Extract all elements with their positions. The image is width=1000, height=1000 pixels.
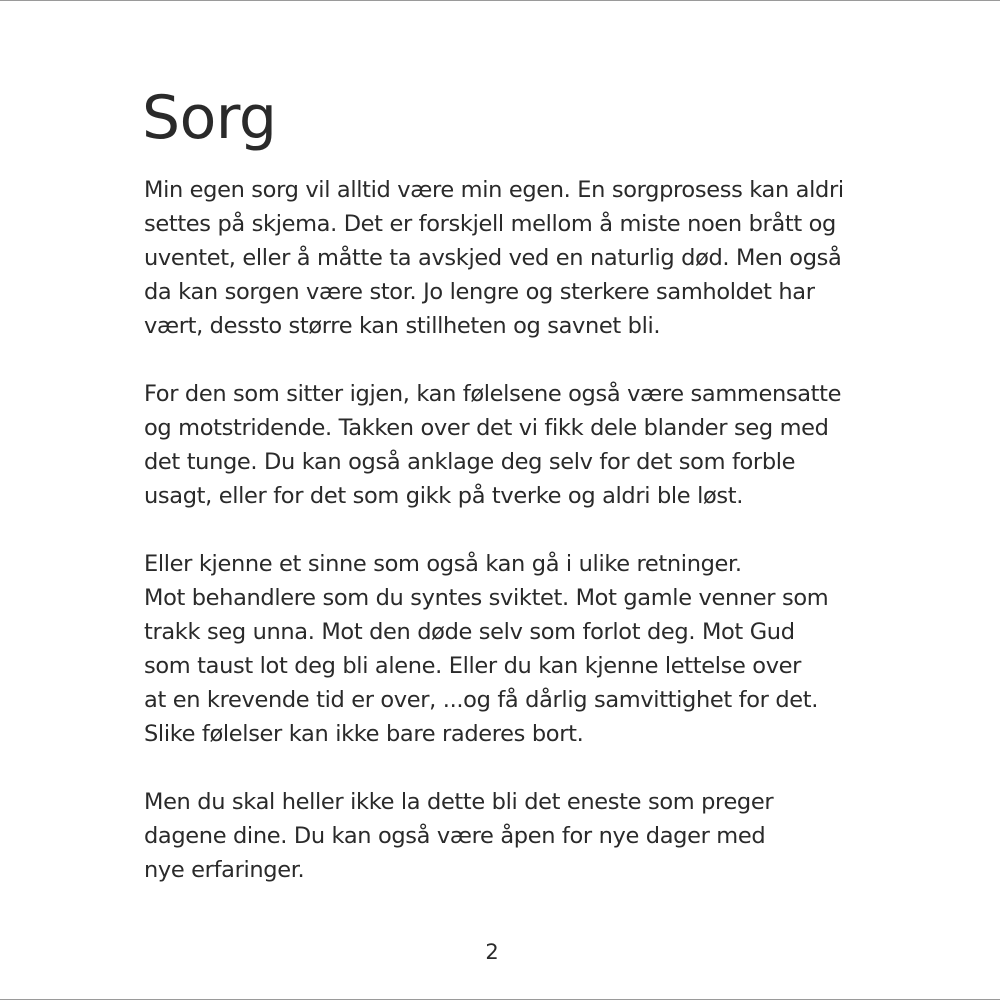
- text-line: Min egen sorg vil alltid være min egen. En sorgprosess kan aldri: [144, 177, 844, 203]
- text-line: som taust lot deg bli alene. Eller du kan kjenne lettelse over: [144, 653, 802, 679]
- document-body: [144, 173, 964, 921]
- text-line: dagene dine. Du kan også være åpen for nye dager med: [144, 823, 766, 849]
- text-line: usagt, eller for det som gikk på tverke og aldri ble løst.: [144, 483, 744, 509]
- text-line: trakk seg unna. Mot den døde selv som forlot deg. Mot Gud: [144, 619, 795, 645]
- paragraph: [144, 547, 964, 751]
- text-line: at en krevende tid er over, ...og få dårlig samvittighet for det.: [144, 687, 819, 713]
- text-line: Mot behandlere som du syntes sviktet. Mot gamle venner som: [144, 585, 829, 611]
- text-line: uventet, eller å måtte ta avskjed ved en naturlig død. Men også: [144, 245, 842, 271]
- text-line: settes på skjema. Det er forskjell mellom å miste noen brått og: [144, 211, 836, 237]
- text-line: og motstridende. Takken over det vi fikk dele blander seg med: [144, 415, 829, 441]
- paragraph: [144, 785, 964, 887]
- text-line: det tunge. Du kan også anklage deg selv for det som forble: [144, 449, 796, 475]
- text-line: Men du skal heller ikke la dette bli det eneste som preger: [144, 789, 774, 815]
- text-line: nye erfaringer.: [144, 857, 305, 883]
- text-line: Slike følelser kan ikke bare raderes bort.: [144, 721, 584, 747]
- text-line: Eller kjenne et sinne som også kan gå i ulike retninger.: [144, 551, 742, 577]
- paragraph: [144, 377, 964, 513]
- page-title: Sorg: [142, 83, 277, 153]
- page-number: 2: [485, 940, 499, 964]
- text-line: For den som sitter igjen, kan følelsene også være sammensatte: [144, 381, 842, 407]
- text-line: da kan sorgen være stor. Jo lengre og sterkere samholdet har: [144, 279, 815, 305]
- paragraph: [144, 173, 964, 343]
- text-line: vært, dessto større kan stillheten og savnet bli.: [144, 313, 661, 339]
